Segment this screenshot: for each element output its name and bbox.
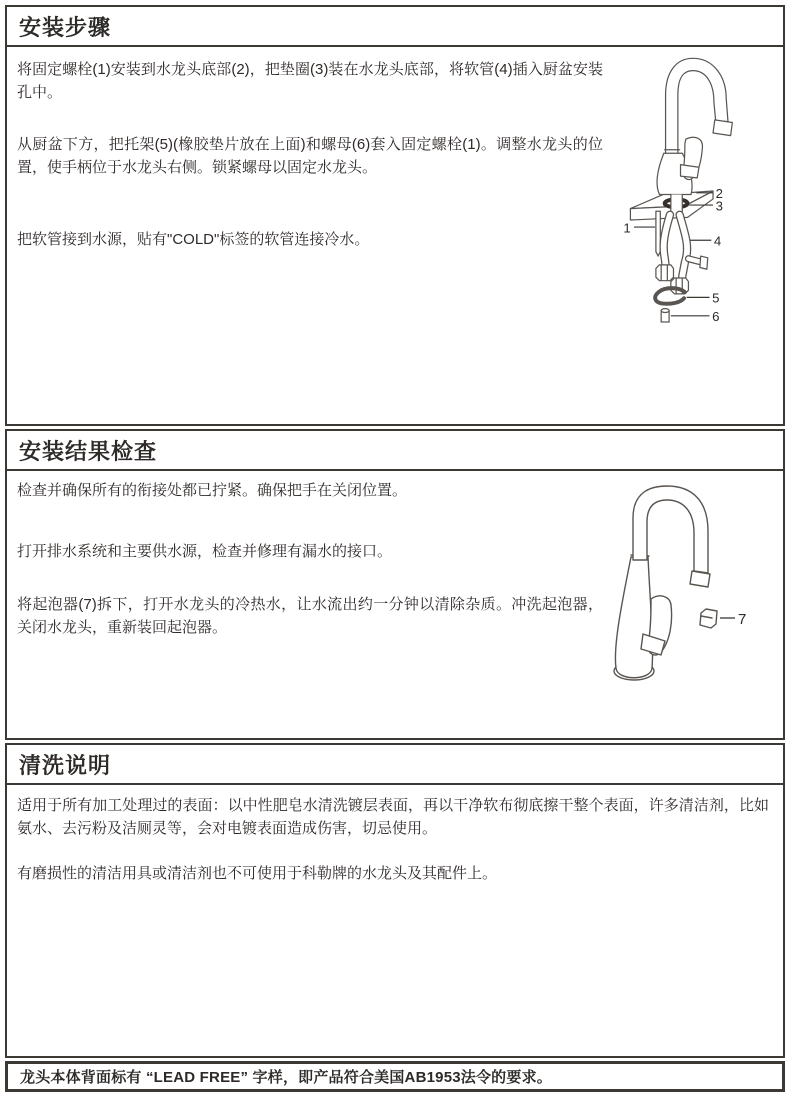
section-title-installation-check: 安装结果检查	[7, 431, 783, 471]
section-body	[7, 785, 783, 885]
aerator-shape	[700, 609, 717, 628]
paragraph-install-step-3: 把软管接到水源，贴有"COLD"标签的软管连接冷水。	[17, 231, 370, 248]
callout-label-4: 4	[713, 233, 722, 249]
callout-label-3: 3	[715, 198, 723, 214]
spout-tip-shape	[713, 120, 732, 136]
paragraph-install-step-1: 将固定螺栓(1)安装到水龙头底部(2)，把垫圈(3)装在水龙头底部，将软管(4)插入厨盆安装孔中。	[17, 61, 603, 101]
bracket-shape	[655, 288, 685, 304]
paragraph-check-3: 将起泡器(7)拆下，打开水龙头的冷热水，让水流出约一分钟以清除杂质。冲洗起泡器，关闭水龙头，重新装回起泡器。	[17, 596, 603, 636]
section-title-installation-steps: 安装步骤	[7, 7, 783, 47]
faucet-aerator-diagram	[600, 478, 788, 708]
callout-label-2: 2	[715, 186, 723, 202]
paragraph-cleaning-2: 有磨损性的清洁用具或清洁剂也不可使用于科勒牌的水龙头及其配件上。	[17, 865, 498, 882]
paragraph-check-1: 检查并确保所有的衔接处都已拧紧。确保把手在关闭位置。	[17, 482, 408, 499]
spout-neck-shape	[633, 486, 708, 573]
lead-free-note	[5, 1061, 785, 1092]
callout-label-6: 6	[712, 309, 720, 325]
spout-tip-shape	[690, 571, 710, 587]
branch-end-shape	[700, 256, 708, 269]
callout-label-7: 7	[738, 611, 747, 628]
callout-label-1: 1	[623, 220, 631, 236]
callout-label-5: 5	[712, 290, 720, 306]
faucet-body-shape	[615, 557, 652, 678]
paragraph-check-2: 打开排水系统和主要供水源，检查并修理有漏水的接口。	[17, 543, 393, 560]
handle-joint-shape	[681, 165, 699, 178]
paragraph-install-step-2: 从厨盆下方，把托架(5)(橡胶垫片放在上面)和螺母(6)套入固定螺栓(1)。调整水龙头的位置，使手柄位于水龙头右侧。锁紧螺母以固定水龙头。	[17, 136, 603, 176]
paragraph-cleaning-1: 适用于所有加工处理过的表面：以中性肥皂水清洗镀层表面，再以干净软布彻底擦干整个表面，许多清洁剂，比如氨水、去污粉及洁厕灵等，会对电镀表面造成伤害，切忌使用。	[17, 797, 769, 837]
lead-free-text: 龙头本体背面标有 “LEAD FREE” 字样，即产品符合美国AB1953法令的要求。	[20, 1069, 552, 1086]
section-title-cleaning-instructions: 清洗说明	[7, 745, 783, 785]
section-cleaning-instructions	[5, 743, 785, 1058]
hose-nut-left-shape	[656, 265, 674, 281]
faucet-exploded-diagram	[593, 46, 790, 380]
